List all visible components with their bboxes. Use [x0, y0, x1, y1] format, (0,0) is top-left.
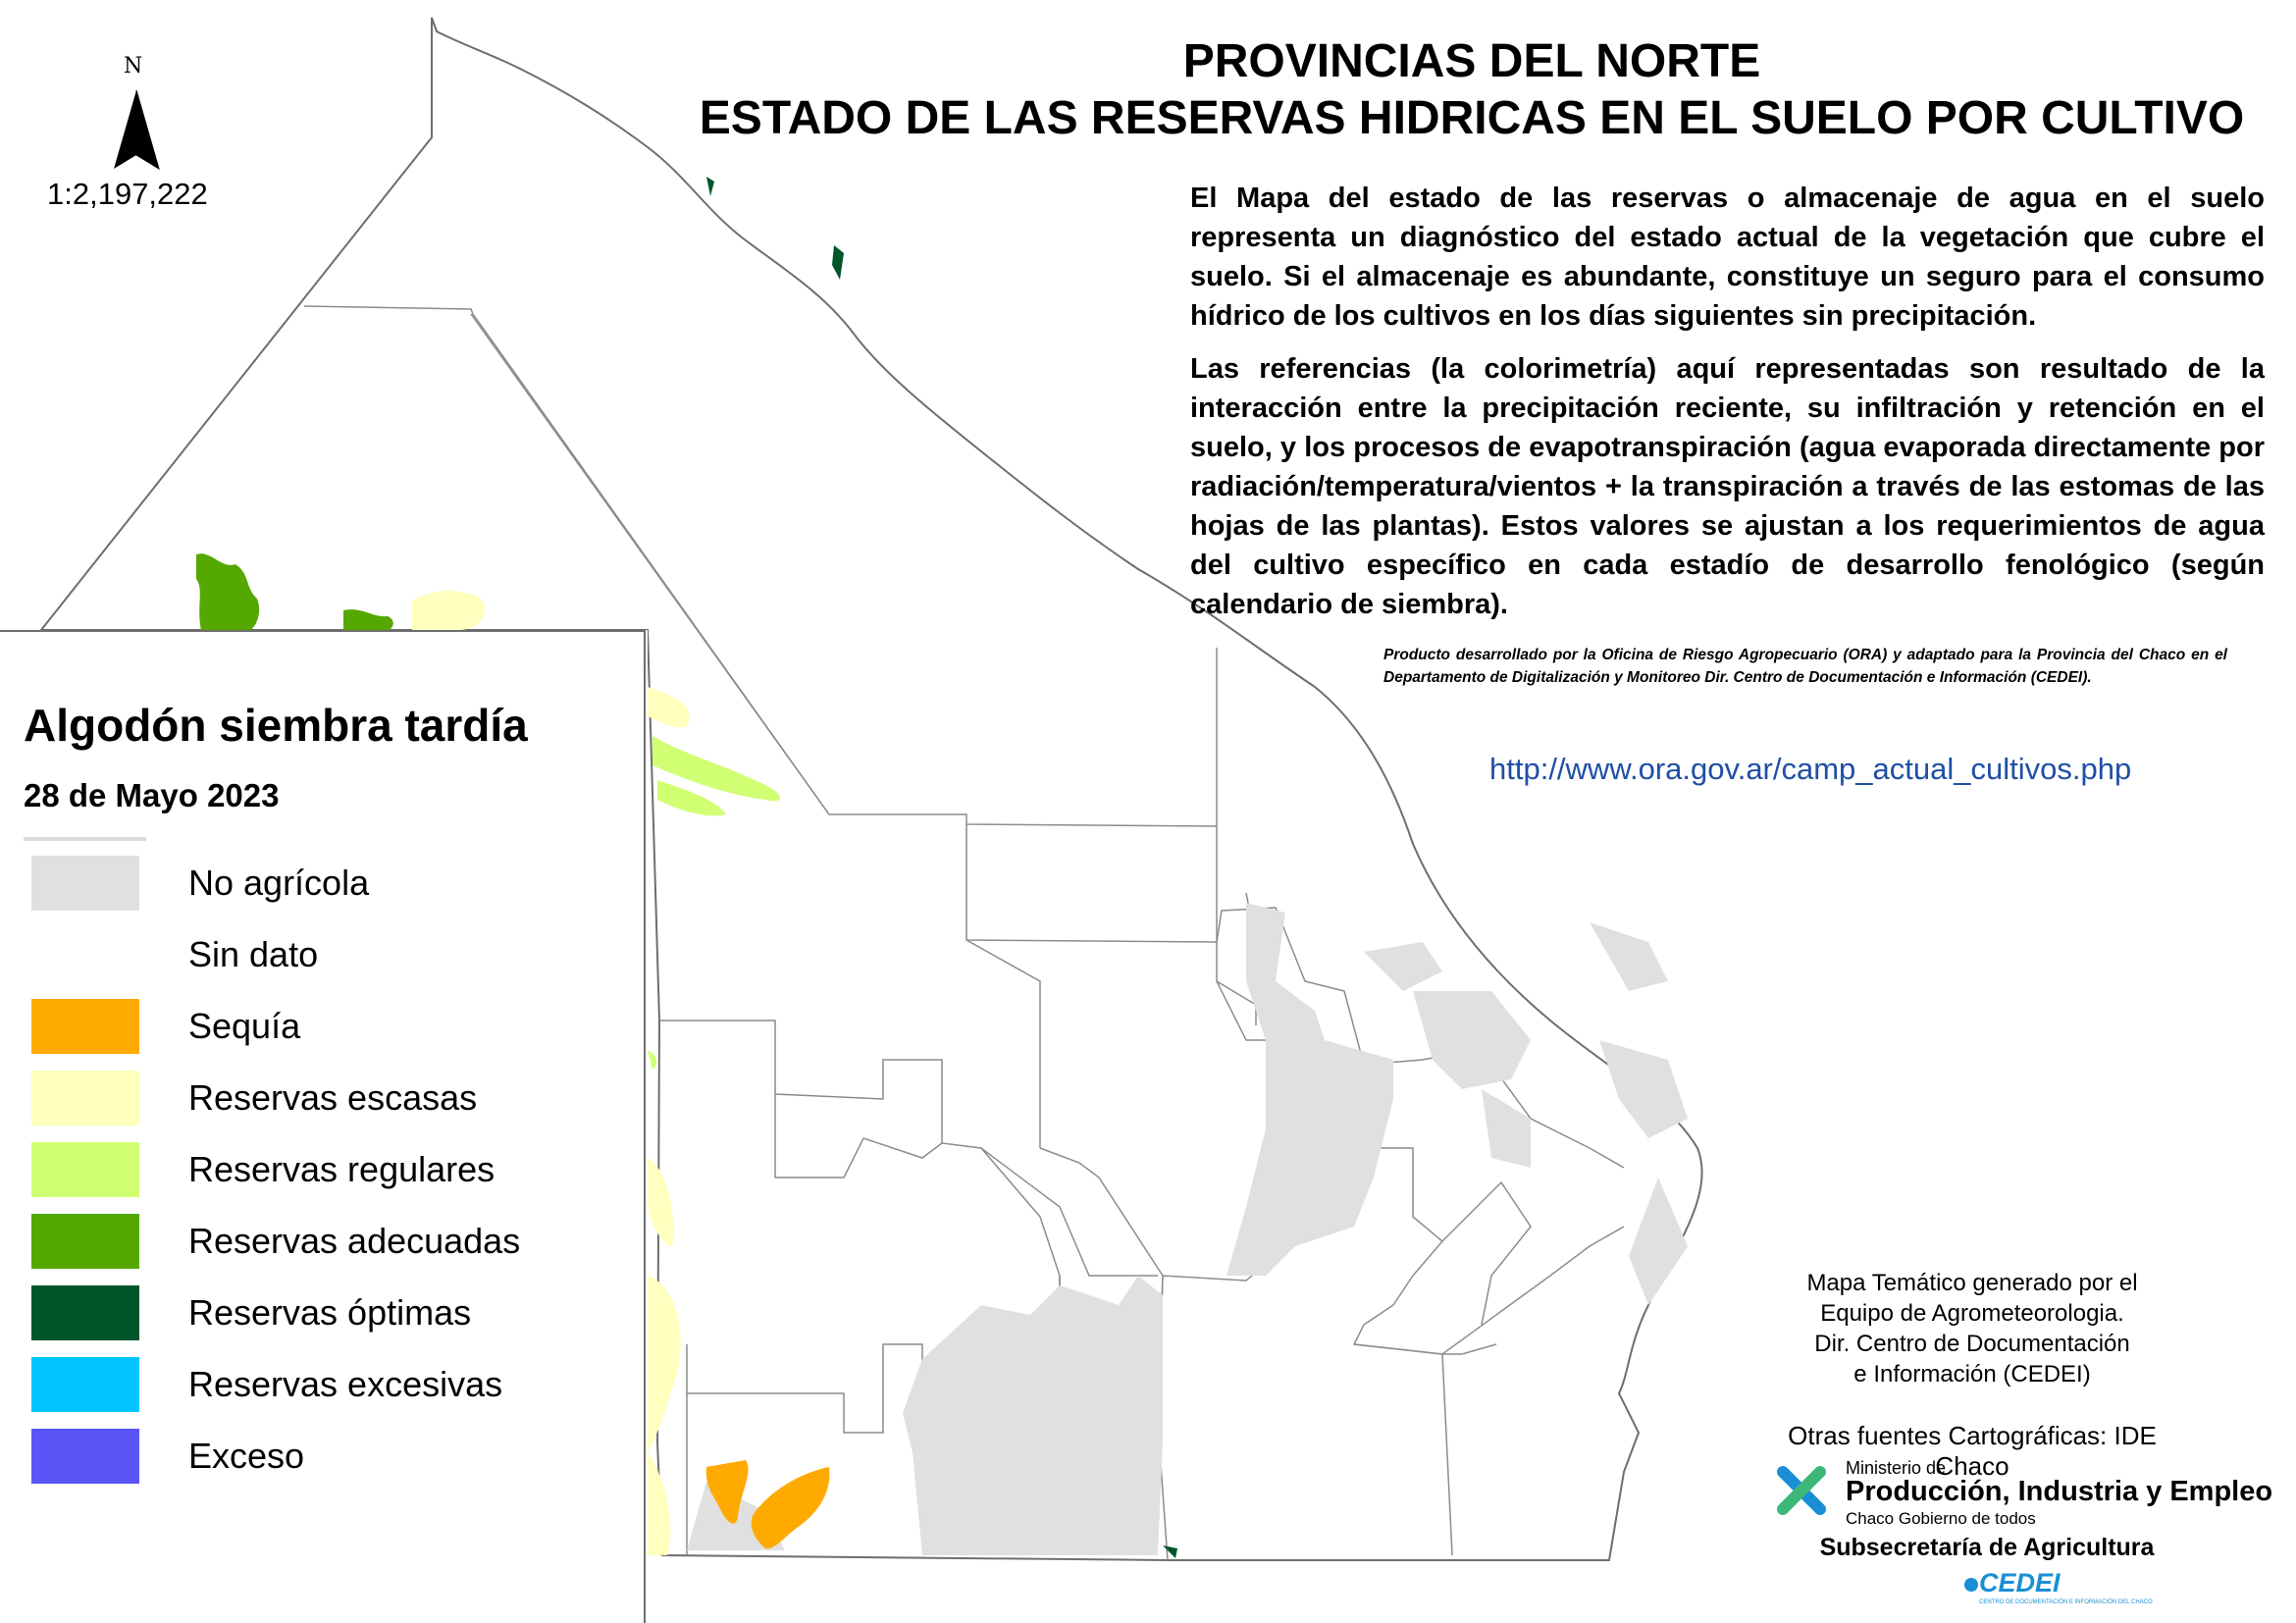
- info-line-4: e Información (CEDEI): [1853, 1361, 2091, 1387]
- info-line-1: Mapa Temático generado por el: [1806, 1270, 2138, 1296]
- legend-swatch: [31, 1429, 139, 1484]
- legend-swatch: [31, 1357, 139, 1412]
- legend-item-sin-dato: [31, 925, 318, 984]
- map-scale: 1:2,197,222: [47, 177, 208, 211]
- ministerio-logo: [1771, 1456, 2296, 1528]
- other-sources: Otras fuentes Cartográficas: IDE Chaco: [1788, 1421, 2157, 1481]
- legend-swatch: [31, 856, 139, 911]
- north-label: N: [124, 54, 143, 79]
- legend-swatch: [31, 1142, 139, 1197]
- info-line-2: Equipo de Agrometeorologia.: [1820, 1300, 2124, 1327]
- legend-item-reservas-excesivas: [31, 1355, 502, 1414]
- legend-title: Algodón siembra tardía: [24, 700, 528, 751]
- ministerio-label-sub: Chaco Gobierno de todos: [1846, 1509, 2036, 1528]
- legend-swatch: [31, 999, 139, 1054]
- north-arrow-icon: [114, 90, 159, 169]
- ministerio-x-icon: [1777, 1466, 1826, 1515]
- legend-label: Exceso: [188, 1436, 305, 1476]
- legend-swatch: [31, 1071, 139, 1126]
- product-credit: Producto desarrollado por la Oficina de Riesgo Agropecuario (ORA) y adaptado para la Provincia del Chaco en el Departamento de Digitalización y Monitoreo Dir. Centro de Documentación e Información (CEDEI).: [1383, 647, 2227, 686]
- legend-swatch: [31, 927, 139, 982]
- legend-item-reservas-escasas: [31, 1069, 477, 1127]
- source-link[interactable]: http://www.ora.gov.ar/camp_actual_cultivos.php: [1489, 752, 2132, 786]
- legend-label: Reservas excesivas: [188, 1364, 503, 1404]
- legend-label: Reservas adecuadas: [188, 1221, 521, 1261]
- legend-label: Sequía: [188, 1006, 301, 1046]
- legend-item-no-agricola: [31, 854, 369, 913]
- subsecretaria-label: Subsecretaría de Agricultura: [1819, 1534, 2155, 1561]
- legend-label: Sin dato: [188, 934, 319, 974]
- legend-divider: [24, 837, 146, 841]
- ministerio-label-big: Producción, Industria y Empleo: [1846, 1476, 2273, 1507]
- info-line-3: Dir. Centro de Documentación: [1814, 1331, 2130, 1357]
- cedei-logo: CEDEI: [1979, 1568, 2061, 1597]
- legend-item-reservas-optimas: [31, 1283, 471, 1342]
- cedei-logo-icon: [1962, 1574, 1980, 1596]
- map-title-line1: PROVINCIAS DEL NORTE: [1182, 35, 1761, 87]
- legend-swatch: [31, 1285, 139, 1340]
- legend-label: Reservas escasas: [188, 1077, 478, 1118]
- legend-date: 28 de Mayo 2023: [24, 777, 280, 813]
- legend-label: Reservas regulares: [188, 1149, 496, 1189]
- legend-label: No agrícola: [188, 863, 370, 903]
- cedei-logo-subtext: CENTRO DE DOCUMENTACIÓN E INFORMACIÓN DEL CHACO: [1979, 1599, 2153, 1605]
- legend-label: Reservas óptimas: [188, 1292, 472, 1333]
- legend-item-reservas-adecuadas: [31, 1212, 520, 1271]
- legend-item-reservas-regulares: [31, 1140, 495, 1199]
- legend-item-exceso: [31, 1427, 304, 1486]
- map-title-line2: ESTADO DE LAS RESERVAS HIDRICAS EN EL SUELO POR CULTIVO: [699, 92, 2245, 144]
- legend-item-sequia: [31, 997, 300, 1056]
- ministerio-label-small: Ministerio de: [1846, 1458, 1947, 1478]
- description-paragraph-2: Las referencias (la colorimetría) aquí representadas son resultado de la interacción entre la precipitación reciente, su infiltración y retención en el suelo, y los procesos de evapotranspiración (agua evaporada directamente por radiación/temperatura/vientos + la transpiración a través de las estomas de las hojas de las plantas). Estos valores se ajustan a los requerimientos de agua del cultivo específico en cada estadío de desarrollo fenológico (según calendario de siembra).: [1190, 353, 2265, 620]
- description-paragraph-1: El Mapa del estado de las reservas o almacenaje de agua en el suelo representa un diagnóstico del estado actual de la vegetación que cubre el suelo. Si el almacenaje es abundante, constituye un seguro para el consumo hídrico de los cultivos en los días siguientes sin precipitación.: [1190, 183, 2265, 332]
- legend-swatch: [31, 1214, 139, 1269]
